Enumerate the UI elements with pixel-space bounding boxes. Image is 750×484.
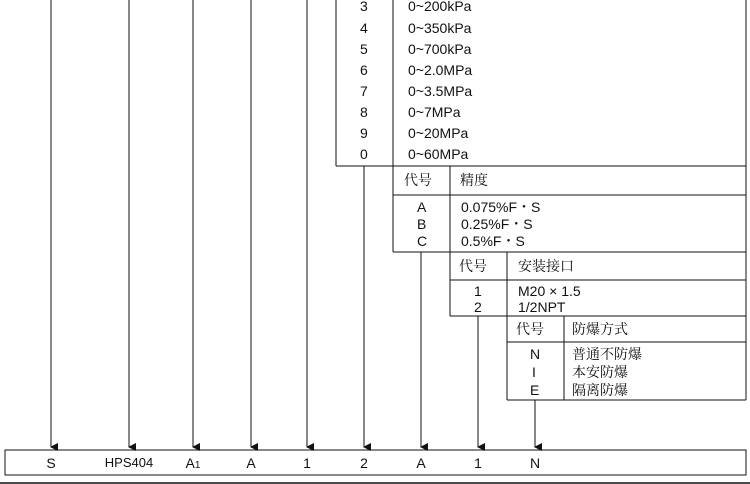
range-value: 0~700kPa <box>408 41 472 57</box>
connection-code: 2 <box>474 299 482 315</box>
model-code-cell: 1 <box>474 455 482 471</box>
range-value: 0~60MPa <box>408 146 469 162</box>
connection-value: 1/2NPT <box>518 299 566 315</box>
explosion-value: 本安防爆 <box>572 364 628 380</box>
explosion-code: E <box>530 382 540 398</box>
connection-value: M20 × 1.5 <box>518 283 581 299</box>
range-value: 0~3.5MPa <box>408 83 473 99</box>
range-code: 9 <box>360 125 368 141</box>
header-code: 代号 <box>459 258 487 274</box>
explosion-code: N <box>530 346 541 362</box>
explosion-code: I <box>532 364 536 380</box>
model-code-cell: A1 <box>185 455 201 471</box>
model-code-cell: HPS404 <box>104 455 154 470</box>
model-code-cell: A <box>246 455 256 471</box>
range-code: 4 <box>360 20 368 36</box>
accuracy-value: 0.5%F・S <box>461 233 525 249</box>
model-code-cell: S <box>46 455 56 471</box>
range-code: 0 <box>360 146 368 162</box>
range-value: 0~350kPa <box>408 20 472 36</box>
accuracy-value: 0.25%F・S <box>461 216 533 232</box>
header-name: 防爆方式 <box>572 321 628 337</box>
header-name: 精度 <box>460 172 488 188</box>
range-code: 7 <box>360 83 368 99</box>
range-value: 0~200kPa <box>408 0 472 14</box>
range-code: 6 <box>360 62 368 78</box>
explosion-value: 普通不防爆 <box>572 346 642 362</box>
accuracy-code: B <box>417 216 427 232</box>
model-code-cell: N <box>529 455 541 471</box>
accuracy-value: 0.075%F・S <box>461 199 541 215</box>
header-name: 安装接口 <box>518 258 574 274</box>
accuracy-code: A <box>417 199 427 215</box>
range-code: 3 <box>360 0 368 14</box>
range-value: 0~20MPa <box>408 125 469 141</box>
header-code: 代号 <box>516 321 544 337</box>
range-code: 5 <box>360 41 368 57</box>
model-code-cell: A <box>416 455 426 471</box>
connection-code: 1 <box>474 283 482 299</box>
model-code-subscript: 1 <box>194 460 201 471</box>
accuracy-code: C <box>417 233 428 249</box>
model-code-cell: 2 <box>360 455 368 471</box>
range-value: 0~7MPa <box>408 104 461 120</box>
header-code: 代号 <box>404 172 432 188</box>
range-code: 8 <box>360 104 368 120</box>
explosion-value: 隔离防爆 <box>572 382 628 398</box>
model-code-cell: 1 <box>303 455 311 471</box>
range-value: 0~2.0MPa <box>408 62 473 78</box>
